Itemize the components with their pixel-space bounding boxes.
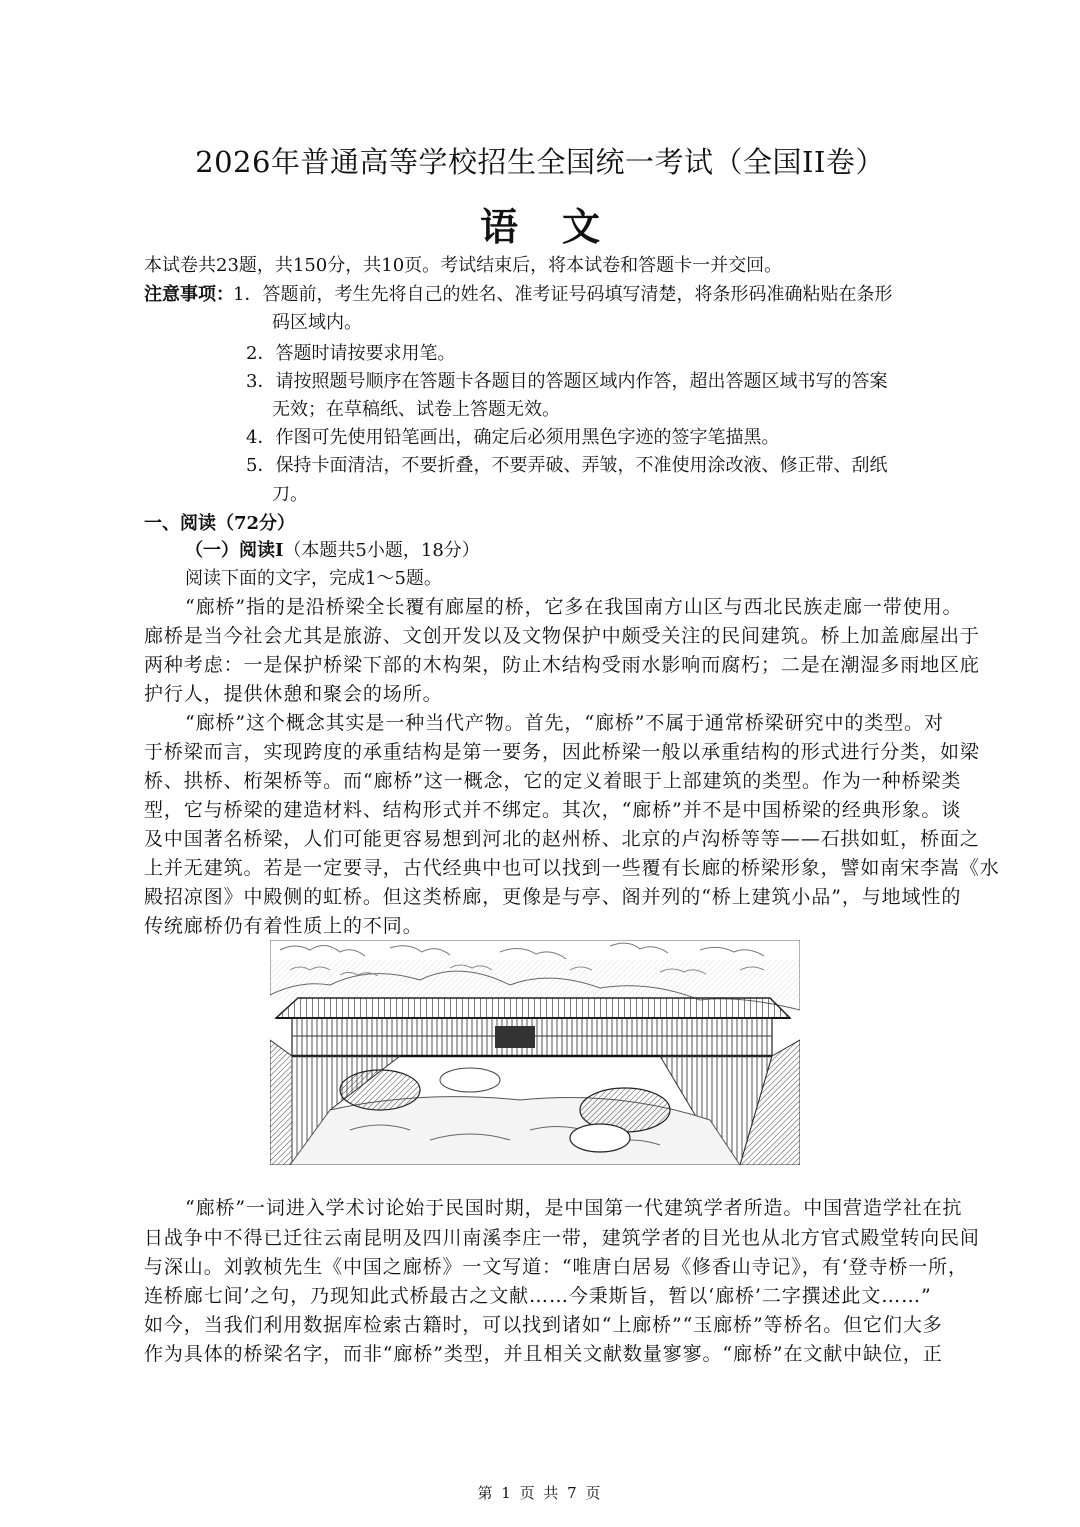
reading-instruction: 阅读下面的文字，完成1～5题。: [185, 568, 442, 589]
page-footer: 第 1 页 共 7 页: [477, 1484, 603, 1502]
note-line: 5．保持卡面清洁，不要折叠，不要弄破、弄皱，不准使用涂改液、修正带、刮纸: [246, 455, 888, 476]
passage-line: 殿招凉图》中殿侧的虹桥。但这类桥廊，更像是与亭、阁并列的“桥上建筑小品”，与地域性的: [144, 886, 962, 908]
note-line: 码区域内。: [272, 312, 362, 333]
passage-line: 作为具体的桥梁名字，而非“廊桥”类型，并且相关文献数量寥寥。“廊桥”在文献中缺位，正: [144, 1343, 943, 1365]
subject-title: 语文: [479, 204, 644, 249]
exam-title: 2026年普通高等学校招生全国统一考试（全国II卷）: [195, 145, 885, 179]
section-heading: 一、阅读（72分）: [144, 513, 296, 534]
passage-line: 型，它与桥梁的建造材料、结构形式并不绑定。其次，“廊桥”并不是中国桥梁的经典形象。谈: [144, 799, 962, 821]
passage-line: “廊桥”指的是沿桥梁全长覆有廊屋的桥，它多在我国南方山区与西北民族走廊一带使用。: [185, 596, 963, 618]
passage-line: 桥、拱桥、桁架桥等。而“廊桥”这一概念，它的定义着眼于上部建筑的类型。作为一种桥梁类: [144, 770, 962, 792]
passage-line: 上并无建筑。若是一定要寻，古代经典中也可以找到一些覆有长廊的桥梁形象，譬如南宋李嵩《水: [144, 857, 1000, 879]
passage-line: 如今，当我们利用数据库检索古籍时，可以找到诸如“上廊桥”“玉廊桥”等桥名。但它们大多: [144, 1314, 943, 1336]
passage-line: 传统廊桥仍有着性质上的不同。: [144, 915, 423, 937]
note-line: 1．答题前，考生先将自己的姓名、准考证号码填写清楚，将条形码准确粘贴在条形: [233, 284, 893, 305]
notes-label: 注意事项：: [144, 284, 234, 305]
note-line: 刀。: [272, 484, 308, 505]
note-line: 3．请按照题号顺序在答题卡各题目的答题区域内作答，超出答题区域书写的答案: [246, 371, 888, 392]
passage-line: 与深山。刘敦桢先生《中国之廊桥》一文写道：“唯唐白居易《修香山寺记》，有‘登寺桥一所，: [144, 1256, 968, 1278]
passage-line: “廊桥”一词进入学术讨论始于民国时期，是中国第一代建筑学者所造。中国营造学社在抗: [185, 1197, 963, 1219]
note-line: 4．作图可先使用铅笔画出，确定后必须用黑色字迹的签字笔描黑。: [246, 427, 780, 448]
passage-line: 连桥廊七间’之句，乃现知此式桥最古之文献……今秉斯旨，暂以‘廊桥’二字撰述此文……”: [144, 1285, 932, 1307]
sub-heading-detail: （本题共5小题，18分）: [283, 540, 480, 561]
passage-line: 两种考虑：一是保护桥梁下部的木构架，防止木结构受雨水影响而腐朽；二是在潮湿多雨地区庇: [144, 654, 980, 676]
note-line: 2．答题时请按要求用笔。: [246, 343, 456, 364]
passage-line: 日战争中不得已迁往云南昆明及四川南溪李庄一带，建筑学者的目光也从北方官式殿堂转向民间: [144, 1227, 980, 1249]
passage-line: “廊桥”这个概念其实是一种当代产物。首先，“廊桥”不属于通常桥梁研究中的类型。对: [185, 712, 944, 734]
note-line: 无效；在草稿纸、试卷上答题无效。: [272, 399, 560, 420]
passage-line: 廊桥是当今社会尤其是旅游、文创开发以及文物保护中颇受关注的民间建筑。桥上加盖廊屋出于: [144, 625, 980, 647]
passage-line: 于桥梁而言，实现跨度的承重结构是第一要务，因此桥梁一般以承重结构的形式进行分类，如梁: [144, 741, 980, 763]
covered-bridge-illustration: [270, 940, 800, 1165]
sub-heading-title: （一）阅读Ⅰ: [185, 540, 284, 561]
passage-line: 及中国著名桥梁，人们可能更容易想到河北的赵州桥、北京的卢沟桥等等——石拱如虹，桥面之: [144, 828, 980, 850]
passage-line: 护行人，提供休憩和聚会的场所。: [144, 683, 443, 705]
sub-heading: [185, 537, 480, 564]
exam-overview: 本试卷共23题，共150分，共10页。考试结束后，将本试卷和答题卡一并交回。: [144, 255, 783, 276]
